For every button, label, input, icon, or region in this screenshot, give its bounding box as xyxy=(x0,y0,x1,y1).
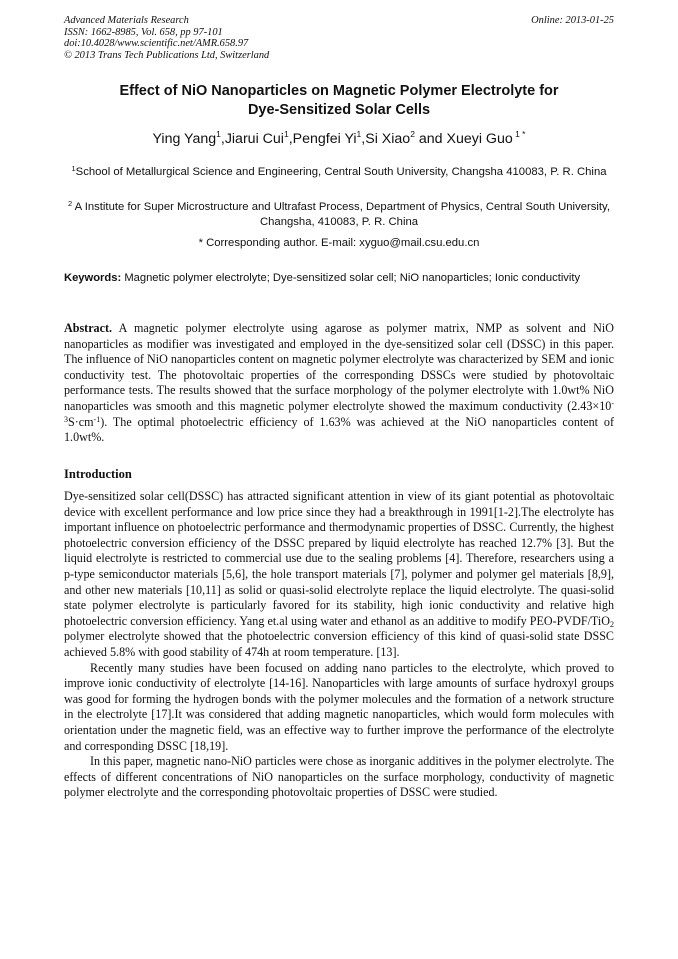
affiliation-2 xyxy=(64,200,614,229)
title-line-2: Dye-Sensitized Solar Cells xyxy=(247,101,431,118)
introduction-body xyxy=(64,489,614,801)
affiliation-1 xyxy=(64,165,614,180)
online-date: Online: 2013-01-25 xyxy=(531,15,614,26)
author-affiliation-mark: 1 * xyxy=(512,129,526,139)
author-affiliation-mark: 1 xyxy=(356,129,362,139)
affiliation-text: A Institute for Super Microstructure and Ultrafast Process, Department of Physics, Central South University, Changsha, 410083, P. R. China xyxy=(72,201,614,228)
superscript: -3 xyxy=(64,398,614,424)
affiliation-text: School of Metallurgical Science and Engineering, Central South University, Changsha 410083, P. R. China xyxy=(75,166,607,178)
keywords-text: Magnetic polymer electrolyte; Dye-sensitized solar cell; NiO nanoparticles; Ionic conductivity xyxy=(124,272,581,284)
subscript: 2 xyxy=(610,619,614,629)
author-list xyxy=(64,130,614,148)
author-separator: and xyxy=(414,131,447,147)
section-heading-introduction: Introduction xyxy=(64,467,132,481)
author-affiliation-mark: 2 xyxy=(410,129,415,139)
paragraph-text: polymer electrolyte showed that the photoelectric conversion efficiency of this kind of quasi-solid state DSSC achieved 5.8% with good stability of 474h at room temperature. [13]. xyxy=(64,629,614,659)
keywords xyxy=(64,271,614,286)
paper-title xyxy=(64,82,614,119)
author-separator: , xyxy=(220,131,225,147)
author-name: Si Xiao xyxy=(365,131,411,147)
journal-copyright: © 2013 Trans Tech Publications Ltd, Switzerland xyxy=(64,49,270,61)
author-name: Xueyi Guo xyxy=(446,131,513,147)
author-separator: , xyxy=(288,131,293,147)
paragraph-text: Dye-sensitized solar cell(DSSC) has attracted significant attention in view of its giant potential as photovoltaic device with excellent performance and low price since they had a breakthrough in 1991[1-2].The electrolyte has important influence on photoelectric performance and thermodynamic properties of DSSC. Currently, the highest photoelectric conversion efficiency of the DSSC prepared by liquid electrolyte has reached 12.7% [3]. But the liquid electrolyte is restricted to commercial use due to the sealing problems [4]. Therefore, researchers using a p-type semiconductor materials [5,6], the hole transport materials [7], polymer and polymer gel materials [8,9], and other new materials [10,11] as solid or quasi-solid electrolyte replace the liquid electrolyte. The quasi-solid state polymer electrolyte is particularly favored for its stability, high ionic conductivity and relative high photoelectric conversion efficiency. Yang et.al using water and ethanol as an additive to modify PEO-PVDF/TiO xyxy=(64,489,614,628)
abstract-text: ). The optimal photoelectric efficiency of 1.63% was achieved at the NiO nanoparticles content of 1.0wt%. xyxy=(64,414,614,445)
paragraph: In this paper, magnetic nano-NiO particles were chose as inorganic additives in the polymer electrolyte. The effects of different concentrations of NiO nanoparticles on the surface morphology, conductivity of magnetic polymer electrolyte and the corresponding photovoltaic properties of DSSC were studied. xyxy=(64,754,614,800)
keywords-label: Keywords: xyxy=(64,272,122,284)
paragraph: Recently many studies have been focused on adding nano particles to the electrolyte, which proved to improve ionic conductivity of electrolyte [14-16]. Nanoparticles with large amounts of surface hydroxyl groups was good for forming the hydrogen bonds with the polymer molecules and the formation of a network structure in the electrolyte [17].It was considered that adding magnetic nanoparticles, which would form molecules with orientation under the magnetic field, was an effective way to further improve the performance of the electrolyte and corresponding DSSC [18,19]. xyxy=(64,660,614,753)
abstract xyxy=(64,321,614,446)
author-affiliation-mark: 1 xyxy=(216,129,221,139)
abstract-label: Abstract. xyxy=(64,321,113,335)
abstract-text: S·cm xyxy=(68,414,94,429)
journal-issn: ISSN: 1662-8985, Vol. 658, pp 97-101 xyxy=(64,26,223,38)
author-separator: , xyxy=(361,131,366,147)
affiliation-mark: 2 xyxy=(67,199,73,208)
superscript: -1 xyxy=(93,414,101,424)
abstract-text: A magnetic polymer electrolyte using agarose as polymer matrix, NMP as solvent and NiO nanoparticles as modifier was investigated and employed in the dye-sensitized solar cell (DSSC) in this paper. The influence of NiO nanoparticles content on magnetic polymer electrolyte was characterized by SEM and ionic conductivity test. The photovoltaic properties of the corresponding DSSCs were studied by photovoltaic performance tests. The results showed that the surface morphology of the polymer electrolyte with 1.0wt% NiO nanoparticles was smooth and this magnetic polymer electrolyte showed the maximum conductivity (2.43×10 xyxy=(64,321,615,413)
author-affiliation-mark: 1 xyxy=(283,129,289,139)
title-line-1: Effect of NiO Nanoparticles on Magnetic Polymer Electrolyte for xyxy=(119,83,559,99)
author-name: Ying Yang xyxy=(152,131,217,147)
journal-name: Advanced Materials Research xyxy=(64,15,189,26)
affiliation-mark: 1 xyxy=(71,164,76,173)
journal-meta xyxy=(64,15,394,61)
journal-doi: doi:10.4028/www.scientific.net/AMR.658.97 xyxy=(64,38,249,50)
author-name: Pengfei Yi xyxy=(292,131,357,147)
author-name: Jiarui Cui xyxy=(224,131,284,147)
corresponding-author: * Corresponding author. E-mail: xyguo@mail.csu.edu.cn xyxy=(198,237,480,249)
paragraph xyxy=(64,489,614,661)
